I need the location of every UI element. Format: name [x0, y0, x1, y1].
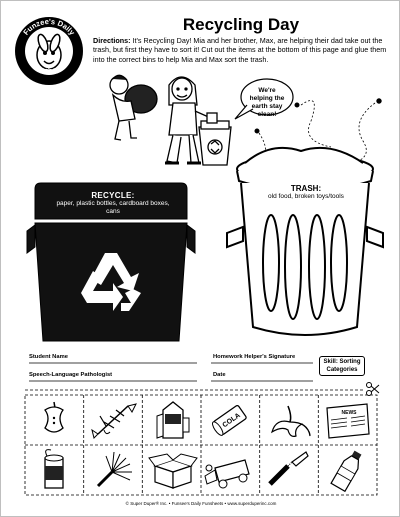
cut-item-cardboard-box[interactable] — [143, 446, 201, 494]
news-label: NEWS — [341, 410, 357, 416]
trash-items: old food, broken toys/tools — [268, 193, 344, 200]
cola-label: COLA — [221, 412, 242, 430]
cut-item-tin-can[interactable] — [25, 446, 83, 494]
page-title: Recycling Day — [182, 15, 300, 34]
homework-helper-label: Homework Helper's Signature — [213, 354, 296, 360]
skill-box: Skill: Sorting Categories — [319, 356, 365, 376]
logo-text-bottom: Funsheets — [30, 60, 68, 76]
broken-brush-icon — [84, 446, 142, 494]
cut-item-milk-carton[interactable] — [143, 396, 201, 444]
student-name-label: Student Name — [29, 354, 68, 360]
date-label: Date — [213, 372, 226, 378]
cola-can-icon — [201, 396, 259, 444]
boy-with-trash-bag-icon — [110, 75, 157, 140]
cut-item-cola-can[interactable] — [201, 396, 259, 444]
banana-peel-icon — [260, 396, 318, 444]
cut-item-broken-brush[interactable] — [84, 446, 142, 494]
cut-item-apple-core[interactable] — [25, 396, 83, 444]
cut-item-fish-bones[interactable] — [84, 396, 142, 444]
newspaper-icon — [319, 396, 377, 444]
broken-tool-icon — [260, 446, 318, 494]
fish-bones-icon — [84, 396, 142, 444]
directions-body: It's Recycling Day! Mia and her brother, Max, are helping their dad take out the trash, but first they have to sort it! Cut out the items at the bottom of this page and glue them into the correct bins to help Mia and Max sort the trash. — [93, 36, 387, 64]
tin-can-icon — [25, 446, 83, 494]
recycle-items: paper, plastic bottles, cardboard boxes, cans — [56, 200, 170, 215]
milk-carton-icon — [143, 396, 201, 444]
plastic-bottle-icon — [319, 446, 377, 494]
slp-label: Speech-Language Pathologist — [29, 372, 113, 378]
apple-core-icon — [25, 396, 83, 444]
cut-item-newspaper[interactable] — [319, 396, 377, 444]
trash-heading: TRASH: — [290, 184, 322, 193]
cardboard-box-icon — [143, 446, 201, 494]
directions-label: Directions: — [93, 36, 131, 45]
cut-item-banana-peel[interactable] — [260, 396, 318, 444]
logo-text-top: Funzee's Daily — [21, 16, 77, 37]
cut-item-broken-truck[interactable] — [201, 446, 259, 494]
scissors-icon — [367, 383, 380, 396]
cut-item-plastic-bottle[interactable] — [319, 446, 377, 494]
speech-bubble-text: We're helping the earth stay clean! — [249, 87, 285, 118]
broken-truck-icon — [201, 446, 259, 494]
recycle-bin-label — [53, 191, 173, 216]
small-recycle-bin-icon — [199, 113, 231, 165]
recycle-heading: RECYCLE: — [91, 191, 135, 200]
trash-can — [227, 148, 383, 335]
footer-credit: © Super Duper® Inc. • Funsee's Daily Funsheets • www.superduperinc.com — [125, 501, 277, 506]
cut-item-broken-tool[interactable] — [260, 446, 318, 494]
trash-bin-label — [251, 184, 361, 201]
